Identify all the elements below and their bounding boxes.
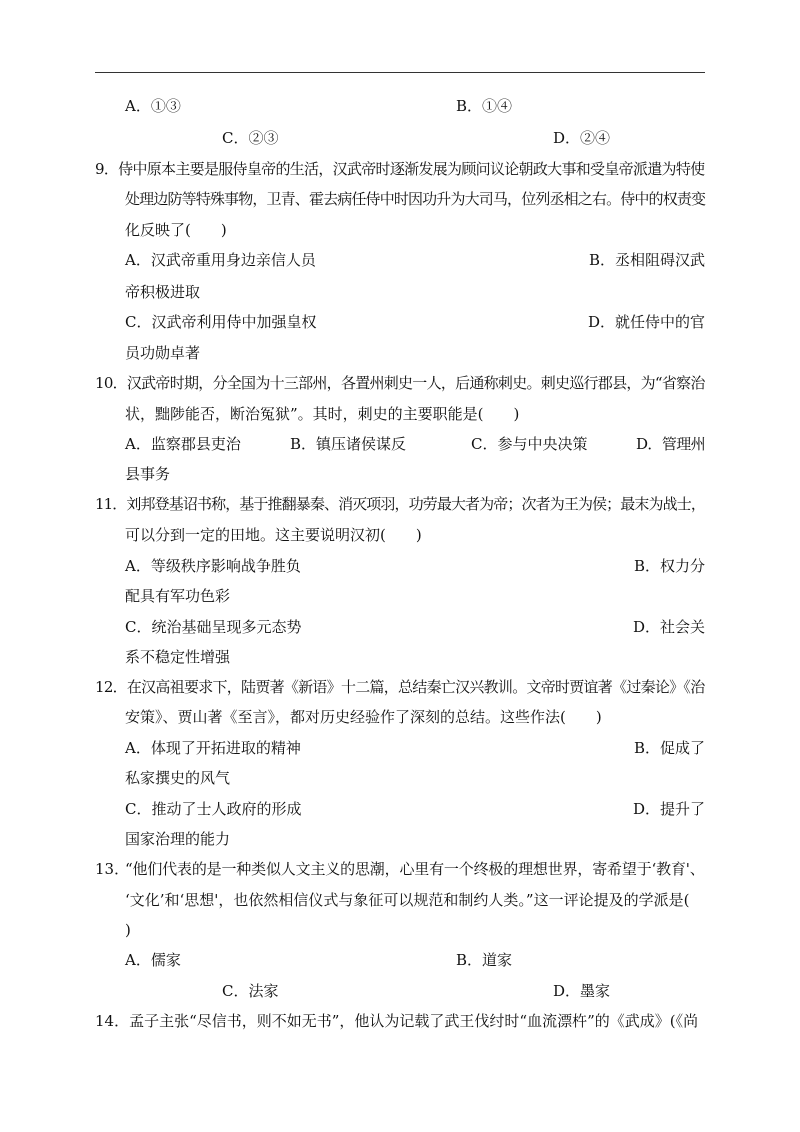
q10-stem-line2: 状，黜陟能否，断治冤狱”。其时，刺史的主要职能是( ) [125,405,520,423]
q9-stem-line1: 9．侍中原本主要是服侍皇帝的生活，汉武帝时逐渐发展为顾问议论朝政大事和受皇帝派遣为特使 [95,160,705,178]
q13-option-c: C．法家 [222,982,279,1000]
q9-option-c: C．汉武帝利用侍中加强皇权 [125,313,317,331]
q13-option-d: D．墨家 [553,982,611,1000]
q9-option-b-cont: 帝积极进取 [125,283,201,301]
q9-stem-line3: 化反映了( ) [125,221,227,239]
q8-option-c: C．②③ [222,129,279,147]
q12-options-row1 [125,738,705,758]
q11-option-c: C．统治基础呈现多元态势 [125,618,302,636]
q9-stem-line2: 处理边防等特殊事物，卫青、霍去病任侍中时因功升为大司马，位列丞相之右。侍中的权责变 [125,190,706,208]
q9-option-d-cont: 员功勋卓著 [125,344,201,362]
q11-option-b: B．权力分 [633,557,705,575]
q12-stem-line1: 12．在汉高祖要求下，陆贾著《新语》十二篇，总结秦亡汉兴教训。文帝时贾谊著《过秦论》《治 [95,678,705,696]
q12-option-d: D．提升了 [632,800,705,818]
q13-option-a: A．儒家 [125,951,181,969]
q8-option-a: A．①③ [125,97,181,115]
q11-option-d-cont: 系不稳定性增强 [125,648,231,666]
q10-option-c: C．参与中央决策 [471,435,588,453]
q9-option-b: B．丞相阻碍汉武 [588,251,705,269]
q11-option-a: A．等级秩序影响战争胜负 [125,557,301,575]
q13-number: 13． [95,860,130,878]
q11-stem-line1: 11．刘邦登基诏书称，基于推翻暴秦、消灭项羽，功劳最大者为帝；次者为王为侯；最末为战士， [95,495,705,513]
q12-option-c: C．推动了士人政府的形成 [125,800,302,818]
q10-option-d: D．管理州 [636,435,706,453]
q11-stem-line2: 可以分到一定的田地。这主要说明汉初( ) [125,526,422,544]
q9-option-a: A．汉武帝重用身边亲信人员 [125,251,316,269]
q12-option-b-cont: 私家撰史的风气 [125,769,231,787]
q12-option-d-cont: 国家治理的能力 [125,830,231,848]
q11-option-b-cont: 配具有军功色彩 [125,587,231,605]
q10-option-a: A．监察郡县吏治 [125,435,241,453]
q8-option-b: B．①④ [456,97,513,115]
q13-option-b: B．道家 [456,951,513,969]
header-rule [95,72,705,73]
q10-stem-line1: 10．汉武帝时期，分全国为十三部州，各置州刺史一人，后通称刺史。刺史巡行郡县，为“省察治 [95,374,705,392]
q12-option-a: A．体现了开拓进取的精神 [125,739,301,757]
q14-stem-line1: 14．孟子主张“尽信书，则不如无书”，他认为记载了武王伐纣时“血流漂杵”的《武成》(《尚 [95,1012,699,1030]
q11-option-d: D．社会关 [632,618,705,636]
q12-options-row2 [125,799,705,819]
q10-option-b: B．镇压诸侯谋反 [290,435,407,453]
q11-options-row2 [125,617,705,637]
q13-stem-line2: ‘文化’和‘思想'，也依然相信仪式与象征可以规范和制约人类。”这一评论提及的学派是( [125,891,690,909]
q9-options-row2 [125,312,705,332]
q9-options-row1 [125,250,705,270]
q13-stem-line1: “他们代表的是一种类似人文主义的思潮，心里有一个终极的理想世界，寄希望于‘教育'、 [125,860,705,878]
q8-option-d: D．②④ [553,129,611,147]
q11-options-row1 [125,556,705,576]
q13-stem-line3: ) [125,921,131,939]
q9-option-d: D．就任侍中的官 [587,313,705,331]
q12-stem-line2: 安策》、贾山著《至言》，都对历史经验作了深刻的总结。这些作法( ) [125,708,602,726]
q12-option-b: B．促成了 [633,739,705,757]
q10-option-d-cont: 县事务 [125,465,171,483]
